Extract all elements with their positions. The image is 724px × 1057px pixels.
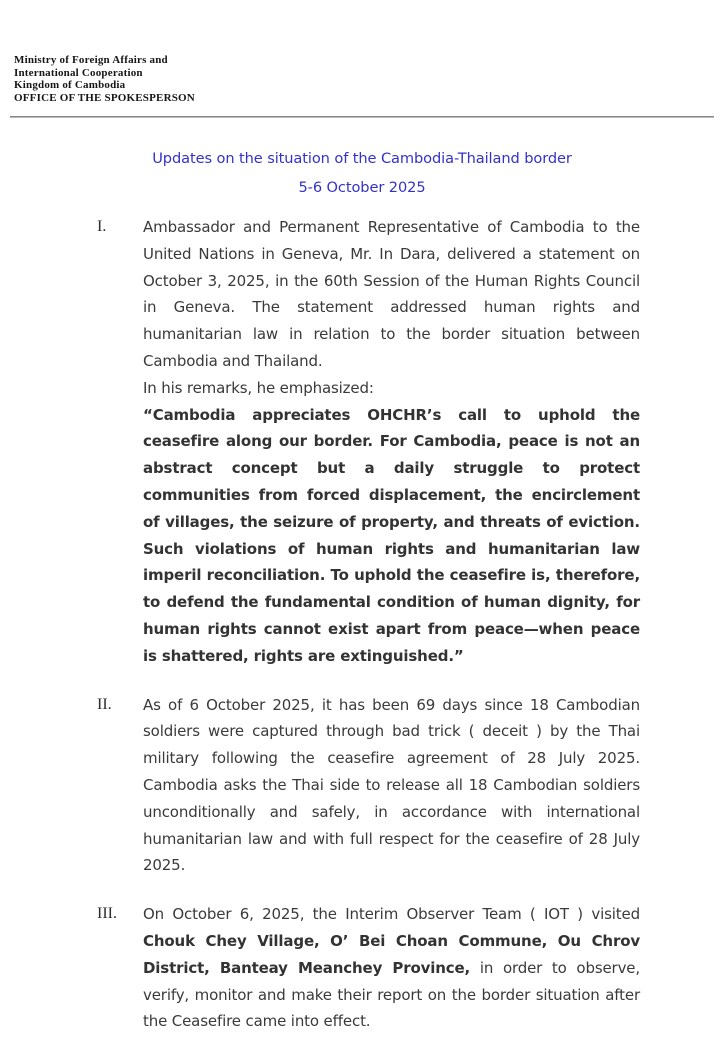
letterhead-line-1: Ministry of Foreign Affairs and: [14, 54, 168, 66]
paragraph-3-numeral: III.: [97, 905, 117, 923]
letterhead-line-3: Kingdom of Cambodia: [14, 79, 126, 91]
paragraph-3: [97, 901, 640, 1035]
document-title: [0, 144, 724, 202]
paragraph-3-main: [143, 901, 640, 1035]
paragraph-2-text: [143, 692, 640, 880]
paragraph-2-main: As of 6 October 2025, it has been 69 days since 18 Cambodian soldiers were captured through bad trick ( deceit ) by the Thai military following the ceasefire agreement of 28 July 2025. Cambodia asks the Thai side to release all 18 Cambodian soldiers unconditionally and safely, in accordance with international humanitarian law and with full respect for the ceasefire of 28 July 2025.: [143, 695, 640, 875]
letterhead: [14, 54, 195, 104]
paragraph-3-tail: in order to observe, verify, monitor and make their report on the border situation after the Ceasefire came into effect.: [143, 958, 641, 1031]
paragraph-1-numeral: I.: [97, 218, 107, 235]
letterhead-line-4: OFFICE OF THE SPOKESPERSON: [14, 91, 195, 104]
paragraph-2-numeral: II.: [97, 695, 112, 713]
paragraph-1-quote: “Cambodia appreciates OHCHR’s call to uphold the ceasefire along our border. For Cambodia, peace is not an abstract concept but a daily struggle to protect communities from forced displacement, the encirclement of villages, the seizure of property, and threats of eviction. Such violations of human rights and humanitarian law imperil reconciliation. To uphold the ceasefire is, therefore, to defend the fundamental condition of human dignity, for human rights cannot exist apart from peace—when peace is shattered, rights are extinguished.”: [143, 405, 640, 665]
paragraph-1-main: Ambassador and Permanent Representative of Cambodia to the United Nations in Geneva, Mr. In Dara, delivered a statement on October 3, 2025, in the 60th Session of the Human Rights Council in Geneva. The statement addressed human rights and humanitarian law in relation to the border situation between Cambodia and Thailand.: [143, 218, 640, 370]
paragraph-1: [97, 214, 640, 670]
paragraph-3-lead: On October 6, 2025, the Interim Observer Team ( IOT ) visited: [143, 905, 640, 924]
document-title-line-1: Updates on the situation of the Cambodia-Thailand border: [152, 150, 572, 167]
letterhead-line-2: International Cooperation: [14, 66, 143, 79]
document-title-line-2: 5-6 October 2025: [298, 179, 426, 196]
header-divider-rule: [10, 116, 714, 118]
paragraph-3-text: [143, 901, 640, 1035]
paragraph-3-locations: Chouk Chey Village, O’ Bei Choan Commune, Ou Chrov District, Banteay Meanchey Province,: [143, 931, 640, 977]
document-body: [97, 214, 640, 1057]
paragraph-1-leadin: In his remarks, he emphasized:: [143, 378, 374, 397]
paragraph-1-text: [143, 214, 640, 670]
paragraph-2: [97, 692, 640, 880]
